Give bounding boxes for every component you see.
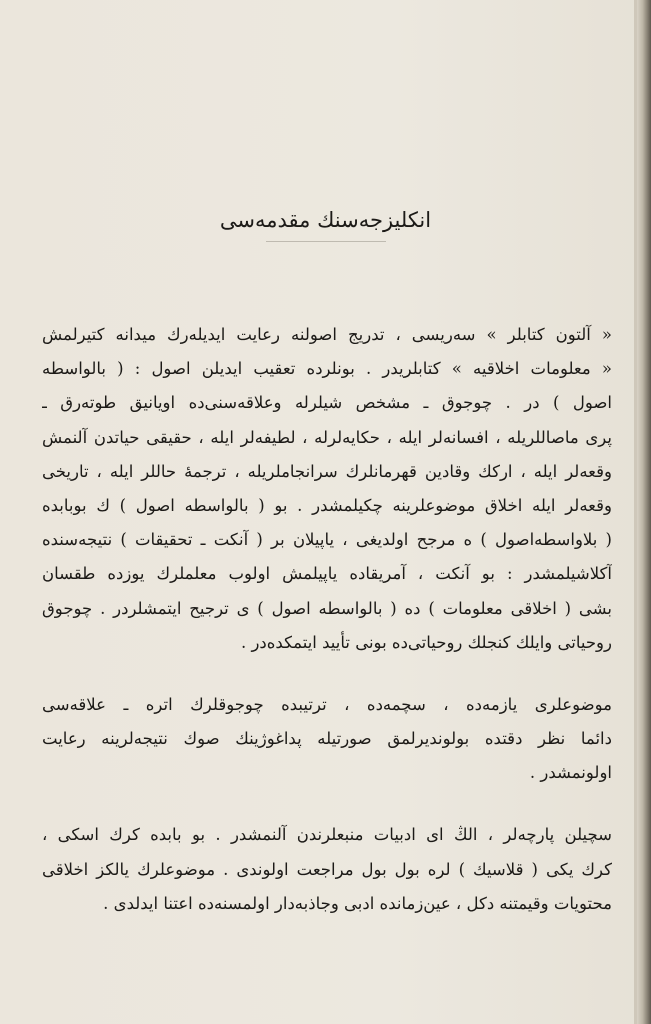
text-line: سچیلن پارچه‌لر ، الڭ ای ادبیات منبعلرندن آلنمشدر . بو بابده کرك اسکی ، — [42, 825, 612, 845]
text-line: آکلاشیلمشدر : بو آنکت ، آمریقاده یاپیلمش اولوب معلملرك یوزده طقسان — [42, 564, 612, 584]
paragraph-gap — [42, 790, 612, 818]
text-line: « آلتون کتابلر » سه‌ریسی ، تدریج اصولنه رعایت ایدیله‌رك میدانه کتیرلمش — [42, 325, 612, 344]
text-line: وقعه‌لر ایله اخلاق موضوعلرینه چکیلمشدر . بو ( بالواسطه اصول ) ك بوبابده — [42, 495, 612, 515]
paragraph-gap — [42, 660, 612, 688]
text-line: روحیاتی وایلك کنجلك روحیاتی‌ده بونی تأیید ایتمکده‌در . — [240, 632, 612, 652]
body-text — [42, 318, 612, 921]
paragraph-1 — [42, 318, 612, 660]
book-binding-edge — [637, 0, 651, 1024]
text-line: « معلومات اخلاقیه » کتابلریدر . بونلرده تعقیب ایدیلن اصول : ( بالواسطه — [42, 359, 612, 379]
text-line: اولونمشدر . — [529, 763, 612, 783]
text-line: وقعه‌لر ایله ، ارکك وقادین قهرمانلرك سرانجاملریله ، ترجمهٔ حاللر ایله ، تاریخی — [42, 461, 612, 481]
text-line: کرك یکی ( قلاسیك ) لره بول بول مراجعت اولوندی . موضوعلرك یالکز اخلاقی — [42, 859, 612, 879]
title-underline — [266, 241, 386, 242]
text-line: موضوعلری یازمه‌ده ، سچمه‌ده ، ترتیبده چوجوقلرك اتره ـ علاقه‌سی — [42, 694, 612, 714]
text-line: ( بلاواسطه‌اصول ) ه مرجح اولدیغی ، یاپیلان بر ( آنکت ـ تحقیقات ) نتیجه‌سنده — [42, 530, 612, 550]
paragraph-2 — [42, 688, 612, 791]
text-line: اصول ) در . چوجوق ـ مشخص شیلرله وعلاقه‌سنی‌ده اویانیق طوته‌رق ـ — [42, 393, 612, 413]
text-line: بشی ( اخلاقی معلومات ) ده ( بالواسطه اصول ) ی ترجیح ایتمشلردر . چوجوق — [42, 598, 612, 618]
text-line: دائما نظر دقتده بولوندیرلمق صورتیله پداغوژینك صوك نتیجه‌لرینه رعایت — [42, 729, 612, 749]
text-line: پری ماصاللریله ، افسانه‌لر ایله ، حکایه‌لرله ، لطیفه‌لر ایله ، حقیقی حیاتدن آلنمش — [42, 427, 612, 447]
paragraph-3 — [42, 818, 612, 921]
page-title: انکلیزجه‌سنك مقدمه‌سی — [219, 208, 432, 232]
text-line: محتویات وقیمتنه دکل ، عین‌زمانده ادبی وجاذبه‌دار اولمسنه‌ده اعتنا ایدلدی . — [103, 893, 612, 913]
